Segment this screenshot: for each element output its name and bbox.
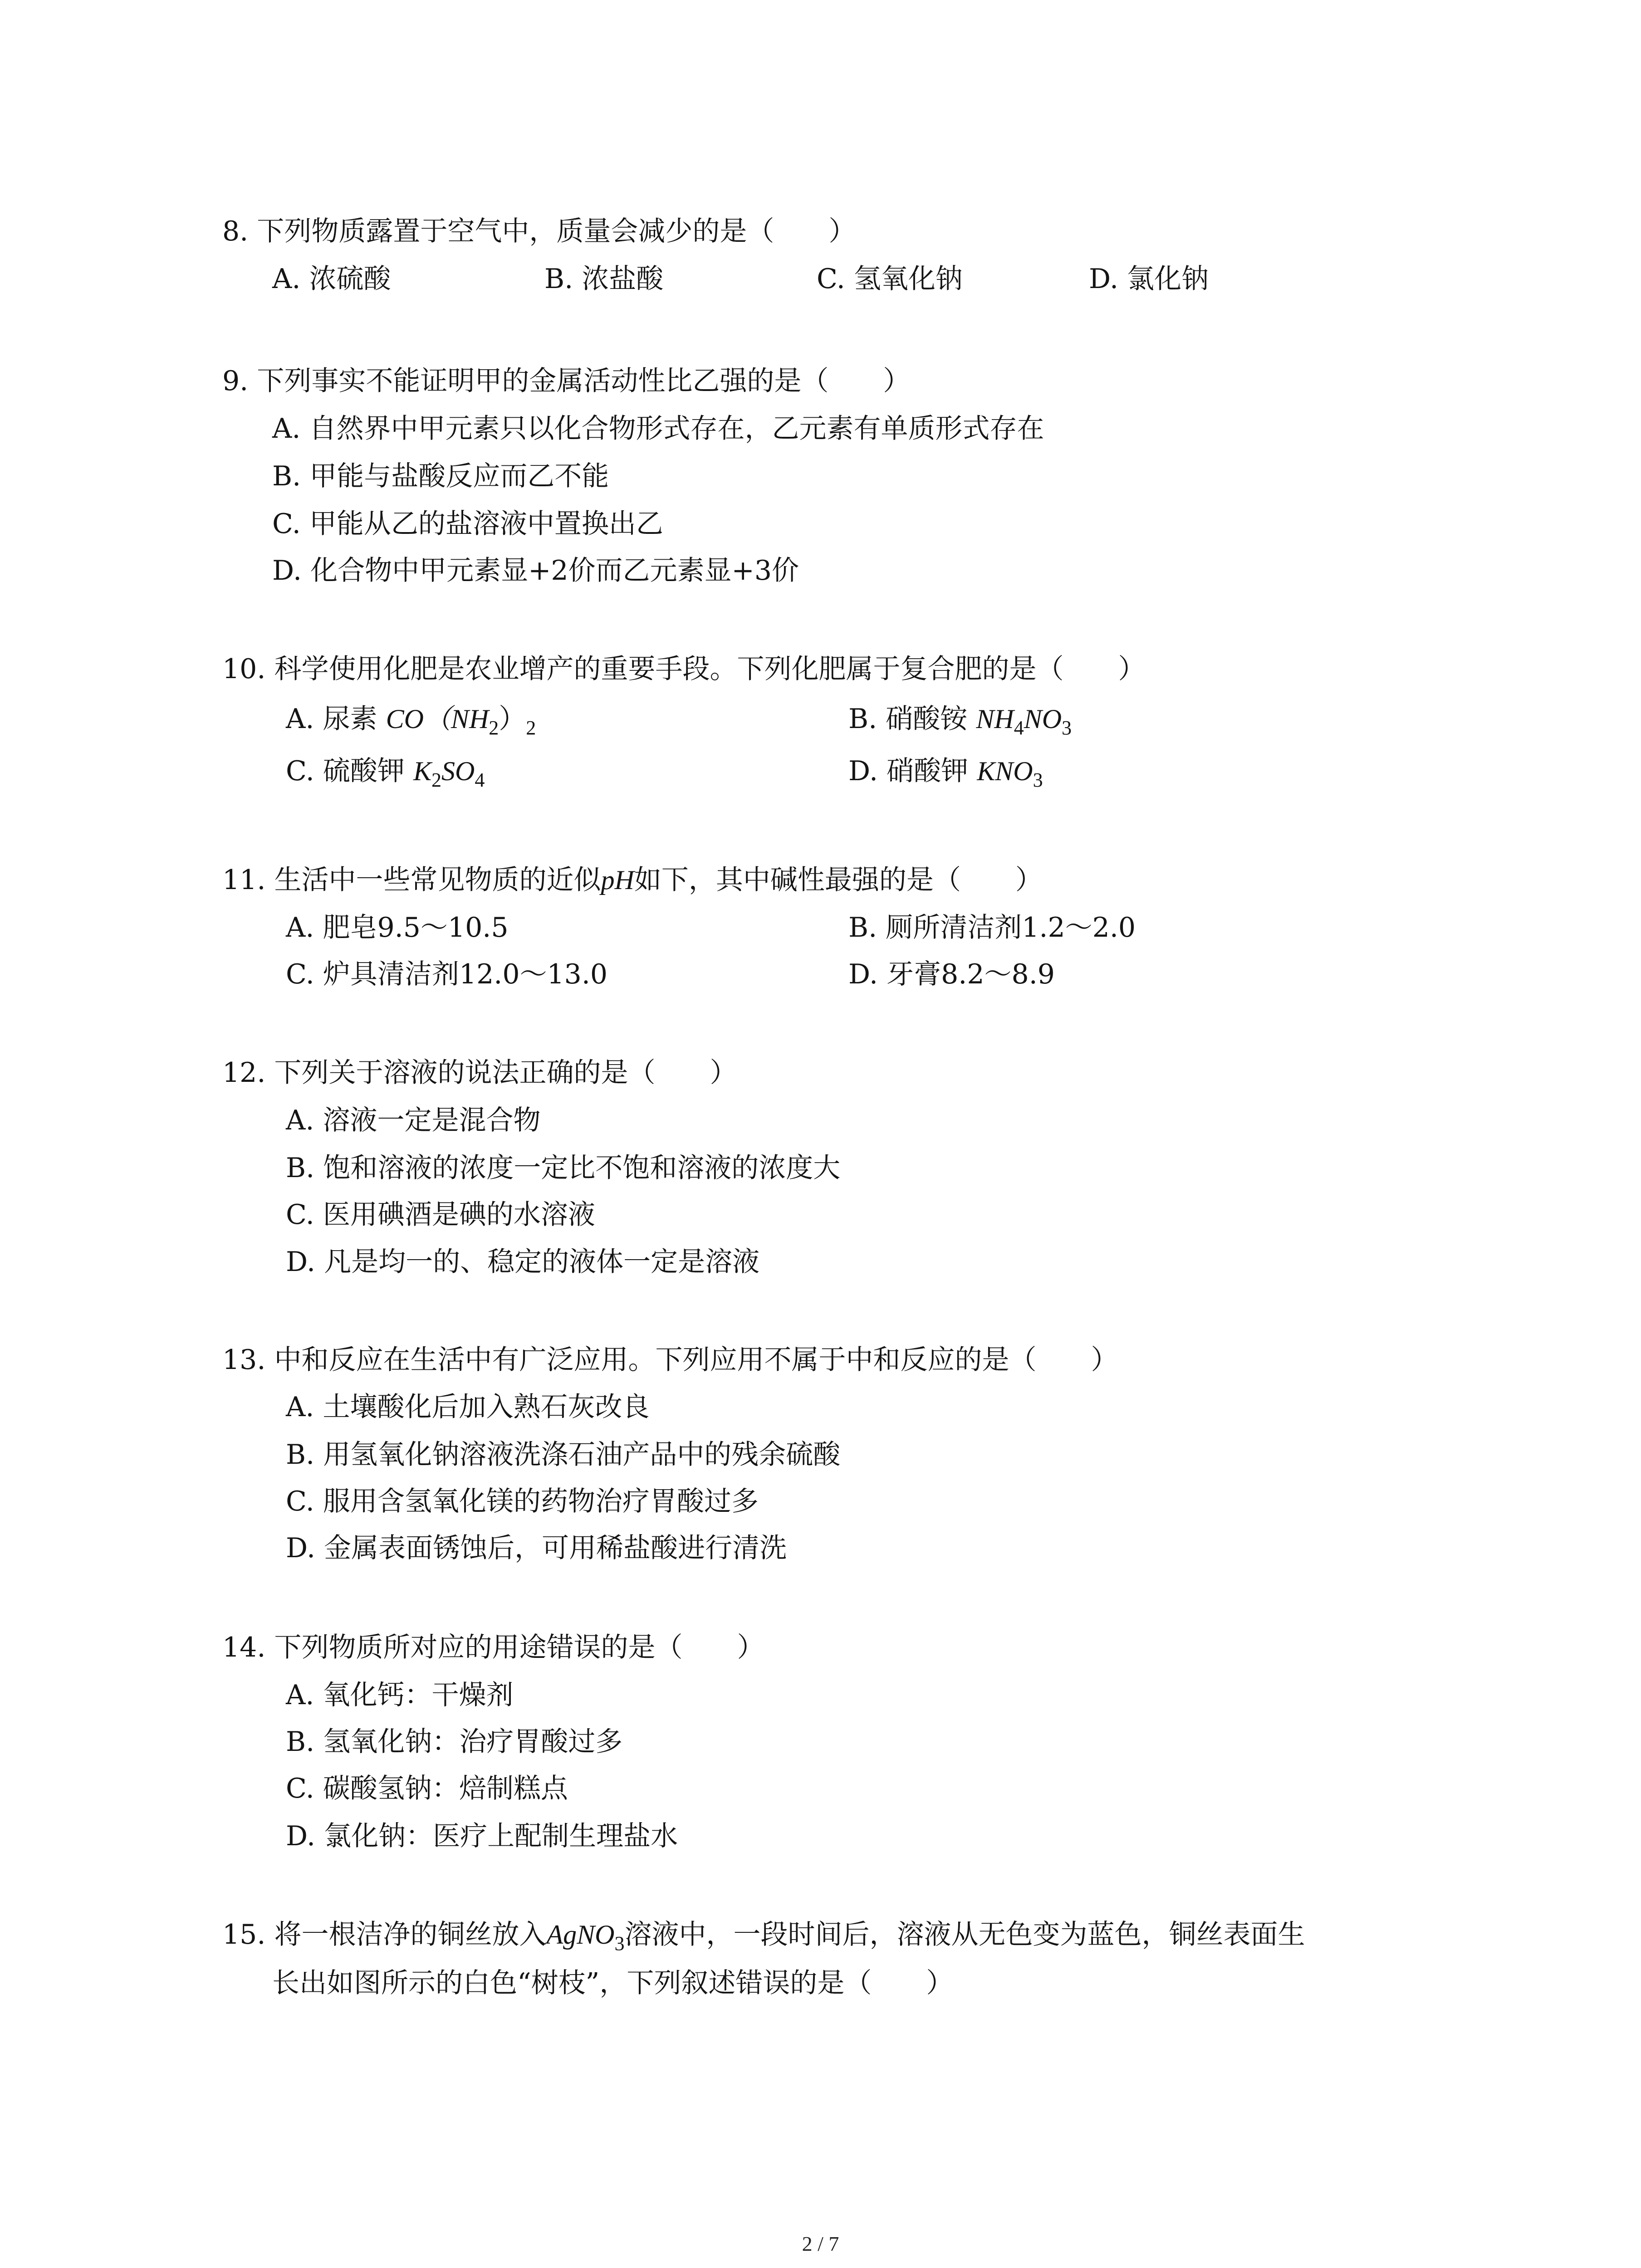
question-14-stem: 14. 下列物质所对应的用途错误的是（ ） (222, 1632, 764, 1663)
option-label: A. 尿素 (286, 703, 377, 735)
question-9-option-c[interactable]: C. 甲能从乙的盐溶液中置换出乙 (272, 508, 663, 540)
question-8-option-c[interactable]: C. 氢氧化钠 (817, 263, 963, 295)
question-11-option-b[interactable]: B. 厕所清洁剂1.2～2.0 (848, 912, 1136, 943)
question-9-option-b[interactable]: B. 甲能与盐酸反应而乙不能 (272, 460, 609, 492)
question-10-option-c[interactable] (286, 753, 485, 789)
subscript: 3 (1062, 717, 1072, 739)
question-9-option-d[interactable]: D. 化合物中甲元素显+2价而乙元素显+3价 (272, 555, 799, 587)
question-8-stem: 8. 下列物质露置于空气中，质量会减少的是（ ） (222, 215, 856, 247)
question-14-option-b[interactable]: B. 氢氧化钠：治疗胃酸过多 (286, 1726, 623, 1758)
question-13-option-c[interactable]: C. 服用含氢氧化镁的药物治疗胃酸过多 (286, 1486, 759, 1517)
subscript: 2 (526, 717, 536, 739)
formula-part: AgNO (546, 1920, 615, 1950)
question-10-option-a[interactable] (286, 701, 536, 737)
question-15-stem (222, 1916, 1305, 1953)
formula-part: （NH (423, 704, 489, 734)
stem-text: 11. 生活中一些常见物质的近似 (222, 864, 601, 896)
question-13-option-b[interactable]: B. 用氢氧化钠溶液洗涤石油产品中的残余硫酸 (286, 1439, 841, 1471)
question-14-option-c[interactable]: C. 碳酸氢钠：焙制糕点 (286, 1773, 568, 1804)
page-number: 2 / 7 (802, 2232, 839, 2255)
subscript: 2 (431, 769, 442, 791)
stem-text: 如下，其中碱性最强的是（ ） (634, 864, 1043, 896)
subscript: 3 (614, 1932, 625, 1955)
formula-part: SO (441, 756, 475, 786)
question-11-option-c[interactable]: C. 炉具清洁剂12.0～13.0 (286, 958, 608, 990)
question-8-option-d[interactable]: D. 氯化钠 (1089, 263, 1209, 295)
question-12-option-b[interactable]: B. 饱和溶液的浓度一定比不饱和溶液的浓度大 (286, 1152, 841, 1184)
question-11-option-a[interactable]: A. 肥皂9.5～10.5 (286, 912, 509, 943)
stem-text: 溶液中，一段时间后，溶液从无色变为蓝色，铜丝表面生 (624, 1919, 1305, 1950)
question-11-stem (222, 862, 1043, 898)
question-14-option-d[interactable]: D. 氯化钠：医疗上配制生理盐水 (286, 1820, 678, 1852)
question-10-option-b[interactable] (848, 701, 1072, 737)
question-13-stem: 13. 中和反应在生活中有广泛应用。下列应用不属于中和反应的是（ ） (222, 1344, 1118, 1376)
question-11-option-d[interactable]: D. 牙膏8.2～8.9 (848, 958, 1055, 990)
option-label: C. 硫酸钾 (286, 755, 405, 787)
subscript: 4 (475, 769, 485, 791)
formula-part: ） (499, 703, 526, 735)
subscript: 3 (1033, 769, 1043, 791)
question-15-stem-line-2: 长出如图所示的白色“树枝”，下列叙述错误的是（ ） (272, 1967, 954, 1999)
formula-part: NH (976, 704, 1014, 734)
formula-part: NO (1024, 704, 1062, 734)
question-10-stem: 10. 科学使用化肥是农业增产的重要手段。下列化肥属于复合肥的是（ ） (222, 653, 1146, 685)
question-12-option-c[interactable]: C. 医用碘酒是碘的水溶液 (286, 1199, 595, 1231)
formula-part: K (413, 756, 432, 786)
question-9-stem: 9. 下列事实不能证明甲的金属活动性比乙强的是（ ） (222, 365, 911, 397)
question-13-option-d[interactable]: D. 金属表面锈蚀后，可用稀盐酸进行清洗 (286, 1532, 787, 1564)
question-8-option-a[interactable]: A. 浓硫酸 (272, 263, 391, 295)
question-14-option-a[interactable]: A. 氧化钙：干燥剂 (286, 1679, 514, 1711)
question-12-option-d[interactable]: D. 凡是均一的、稳定的液体一定是溶液 (286, 1246, 760, 1278)
option-label: D. 硝酸钾 (848, 755, 969, 787)
question-13-option-a[interactable]: A. 土壤酸化后加入熟石灰改良 (286, 1391, 650, 1423)
formula-part: CO (386, 704, 424, 734)
question-12-stem: 12. 下列关于溶液的说法正确的是（ ） (222, 1057, 737, 1089)
question-8-option-b[interactable]: B. 浓盐酸 (544, 263, 664, 295)
question-10-option-d[interactable] (848, 753, 1043, 789)
subscript: 2 (489, 717, 499, 739)
question-9-option-a[interactable]: A. 自然界中甲元素只以化合物形式存在，乙元素有单质形式存在 (272, 413, 1044, 445)
formula-part: KNO (977, 756, 1033, 786)
option-label: B. 硝酸铵 (848, 703, 968, 735)
stem-text: 15. 将一根洁净的铜丝放入 (222, 1919, 547, 1950)
question-12-option-a[interactable]: A. 溶液一定是混合物 (286, 1105, 541, 1136)
subscript: 4 (1014, 717, 1024, 739)
ph-symbol: pH (601, 865, 634, 895)
